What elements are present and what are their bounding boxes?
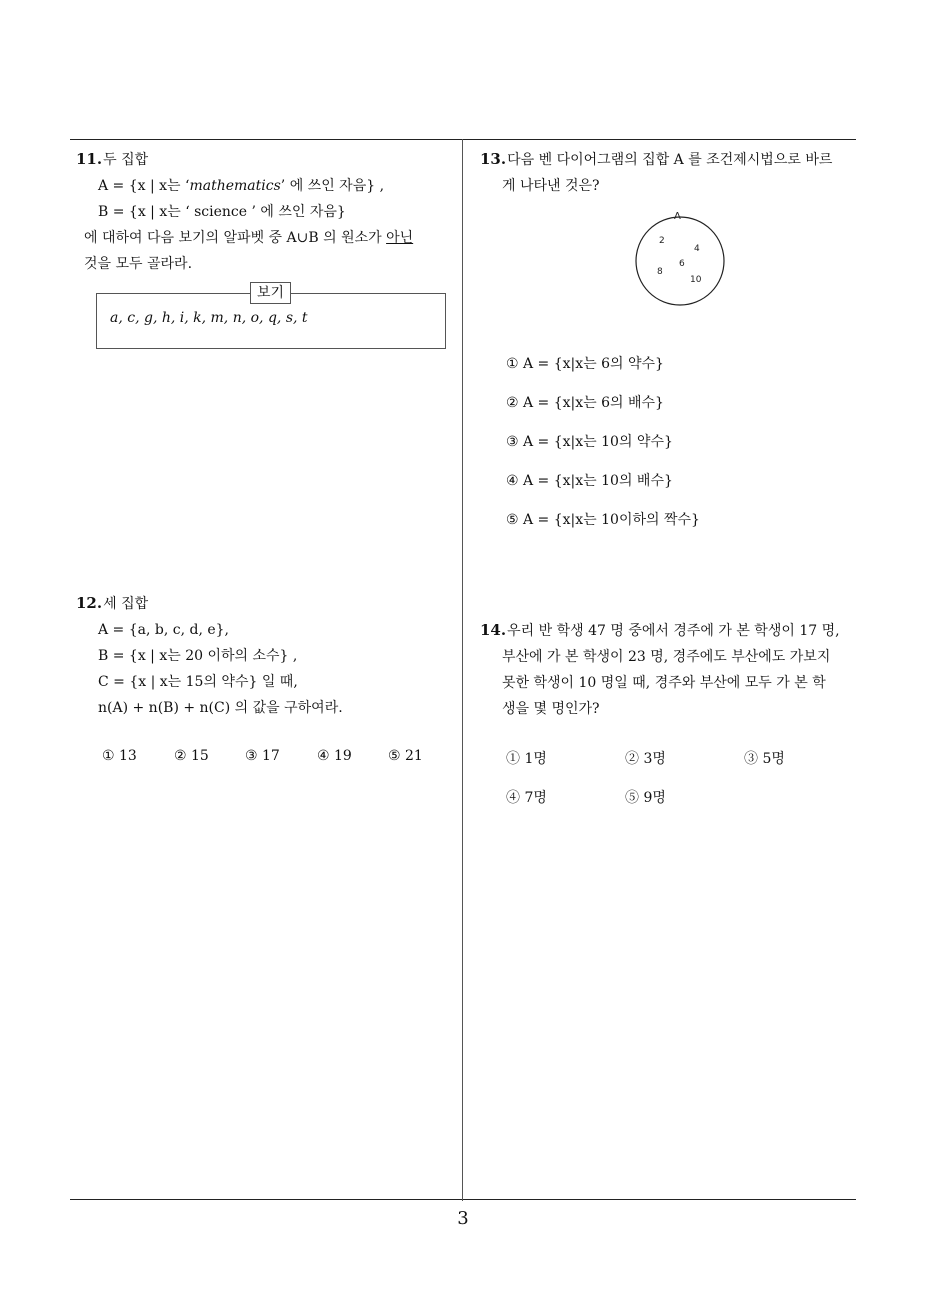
choice-1[interactable]: ① 1명 — [506, 751, 547, 767]
choice-1[interactable]: ① A = {x|x는 6의 약수} — [506, 356, 664, 372]
bogi-content: a, c, g, h, i, k, m, n, o, q, s, t — [110, 310, 308, 326]
question-intro: 두 집합 — [103, 152, 149, 168]
question-stem: 우리 반 학생 47 명 중에서 경주에 가 본 학생이 17 명, — [507, 623, 840, 639]
question-stem: 다음 벤 다이어그램의 집합 A 를 조건제시법으로 바르 — [507, 152, 833, 168]
question-13 — [480, 146, 860, 199]
choice-4[interactable]: ④ 19 — [317, 748, 352, 764]
question-number: 13. — [480, 150, 507, 168]
question-number: 11. — [76, 150, 103, 168]
venn-element: 6 — [679, 259, 685, 269]
venn-element: 8 — [657, 267, 663, 277]
question-stem-cont: 게 나타낸 것은? — [502, 178, 600, 194]
choice-3[interactable]: ③ 17 — [245, 748, 280, 764]
set-a-definition: A = {a, b, c, d, e}, — [98, 622, 230, 638]
venn-element: 10 — [690, 275, 702, 285]
question-11 — [76, 146, 456, 277]
set-a-label: A — [674, 211, 681, 222]
question-number: 14. — [480, 621, 507, 639]
page-number: 3 — [457, 1208, 469, 1229]
choice-4[interactable]: ④ 7명 — [506, 790, 547, 806]
set-b-definition: B = {x | x는 20 이하의 소수} , — [98, 648, 298, 664]
question-prompt: n(A) + n(B) + n(C) 의 값을 구하여라. — [98, 700, 343, 716]
set-a-definition: A = {x | x는 ‘mathematics’ 에 쓰인 자음} , — [98, 178, 385, 194]
question-number: 12. — [76, 594, 103, 612]
venn-diagram — [628, 206, 732, 310]
question-prompt: 에 대하여 다음 보기의 알파벳 중 A∪B 의 원소가 아닌 — [84, 230, 414, 246]
top-rule — [70, 139, 856, 140]
choice-2[interactable]: ② 3명 — [625, 751, 666, 767]
question-stem-cont: 못한 학생이 10 명일 때, 경주와 부산에 모두 가 본 학 — [502, 675, 826, 691]
venn-element: 4 — [694, 244, 700, 254]
question-14 — [480, 617, 860, 722]
question-stem-cont: 부산에 가 본 학생이 23 명, 경주에도 부산에도 가보지 — [502, 649, 831, 665]
choice-1[interactable]: ① 13 — [102, 748, 137, 764]
choice-2[interactable]: ② A = {x|x는 6의 배수} — [506, 395, 664, 411]
choice-3[interactable]: ③ 5명 — [744, 751, 785, 767]
question-intro: 세 집합 — [103, 596, 149, 612]
question-12 — [76, 590, 456, 721]
question-stem-cont: 생을 몇 명인가? — [502, 701, 600, 717]
bottom-rule — [70, 1199, 856, 1200]
choice-3[interactable]: ③ A = {x|x는 10의 약수} — [506, 434, 673, 450]
choice-5[interactable]: ⑤ 21 — [388, 748, 423, 764]
choice-4[interactable]: ④ A = {x|x는 10의 배수} — [506, 473, 673, 489]
choice-2[interactable]: ② 15 — [174, 748, 209, 764]
set-b-definition: B = {x | x는 ‘ science ’ 에 쓰인 자음} — [98, 204, 346, 220]
choice-5[interactable]: ⑤ A = {x|x는 10이하의 짝수} — [506, 512, 700, 528]
venn-element: 2 — [659, 236, 665, 246]
choice-5[interactable]: ⑤ 9명 — [625, 790, 666, 806]
set-c-definition: C = {x | x는 15의 약수} 일 때, — [98, 674, 298, 690]
question-prompt-cont: 것을 모두 골라라. — [84, 256, 193, 272]
bogi-title: 보기 — [250, 282, 291, 304]
column-divider — [462, 139, 463, 1201]
